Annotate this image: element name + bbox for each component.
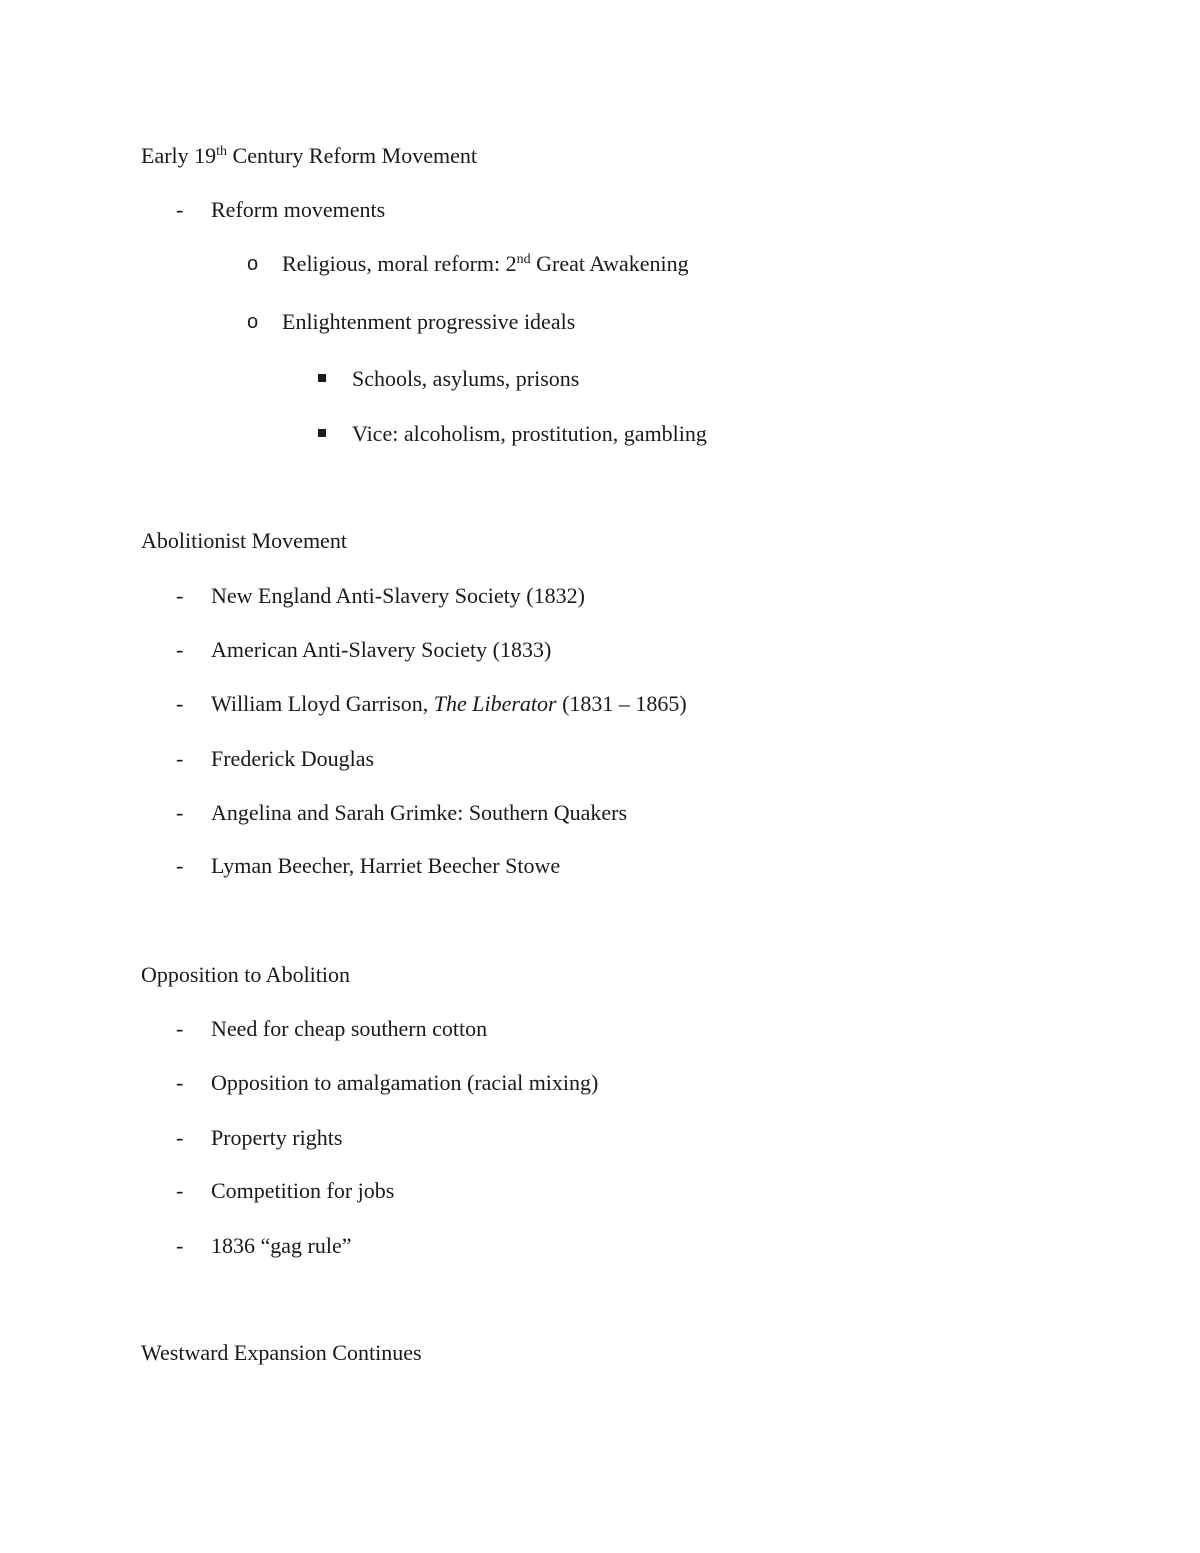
list-item: Opposition to amalgamation (racial mixing) bbox=[211, 1070, 599, 1095]
dash-bullet: - bbox=[176, 1016, 184, 1041]
dash-bullet: - bbox=[176, 746, 184, 771]
dash-bullet: - bbox=[176, 583, 184, 608]
publication-title: The Liberator bbox=[433, 691, 557, 716]
list-item: Vice: alcoholism, prostitution, gambling bbox=[352, 421, 707, 446]
circle-bullet: o bbox=[247, 253, 259, 275]
dash-bullet: - bbox=[176, 637, 184, 662]
dash-bullet: - bbox=[176, 1233, 184, 1258]
list-item: Competition for jobs bbox=[211, 1178, 395, 1203]
list-item: New England Anti-Slavery Society (1832) bbox=[211, 583, 585, 608]
section-heading-abolitionist: Abolitionist Movement bbox=[141, 528, 347, 553]
list-item bbox=[282, 251, 689, 277]
circle-bullet: o bbox=[247, 311, 259, 333]
dash-bullet: - bbox=[176, 691, 184, 716]
list-item: 1836 “gag rule” bbox=[211, 1233, 352, 1258]
list-item: Need for cheap southern cotton bbox=[211, 1016, 488, 1041]
item-text: (1831 – 1865) bbox=[556, 691, 687, 716]
list-item: Reform movements bbox=[211, 197, 386, 222]
item-text: Religious, moral reform: 2 bbox=[282, 251, 517, 276]
square-bullet bbox=[318, 374, 326, 382]
superscript: th bbox=[216, 144, 228, 159]
section-heading-opposition: Opposition to Abolition bbox=[141, 962, 351, 987]
list-item: Angelina and Sarah Grimke: Southern Quakers bbox=[211, 800, 628, 825]
section-heading-reform bbox=[141, 143, 477, 169]
heading-text: Early 19 bbox=[141, 143, 217, 168]
dash-bullet: - bbox=[176, 853, 184, 878]
section-heading-westward: Westward Expansion Continues bbox=[141, 1340, 422, 1365]
dash-bullet: - bbox=[176, 1125, 184, 1150]
dash-bullet: - bbox=[176, 1178, 184, 1203]
list-item: Schools, asylums, prisons bbox=[352, 366, 580, 391]
dash-bullet: - bbox=[176, 1070, 184, 1095]
heading-text: Century Reform Movement bbox=[227, 143, 477, 168]
list-item: Enlightenment progressive ideals bbox=[282, 309, 576, 334]
dash-bullet: - bbox=[176, 800, 184, 825]
dash-bullet: - bbox=[176, 197, 184, 222]
item-text: William Lloyd Garrison, bbox=[211, 691, 434, 716]
superscript: nd bbox=[516, 252, 531, 267]
item-text: Great Awakening bbox=[530, 251, 689, 276]
list-item: Frederick Douglas bbox=[211, 746, 375, 771]
list-item: Property rights bbox=[211, 1125, 343, 1150]
list-item bbox=[211, 691, 687, 717]
square-bullet bbox=[318, 429, 326, 437]
list-item: Lyman Beecher, Harriet Beecher Stowe bbox=[211, 853, 561, 878]
list-item: American Anti-Slavery Society (1833) bbox=[211, 637, 552, 662]
